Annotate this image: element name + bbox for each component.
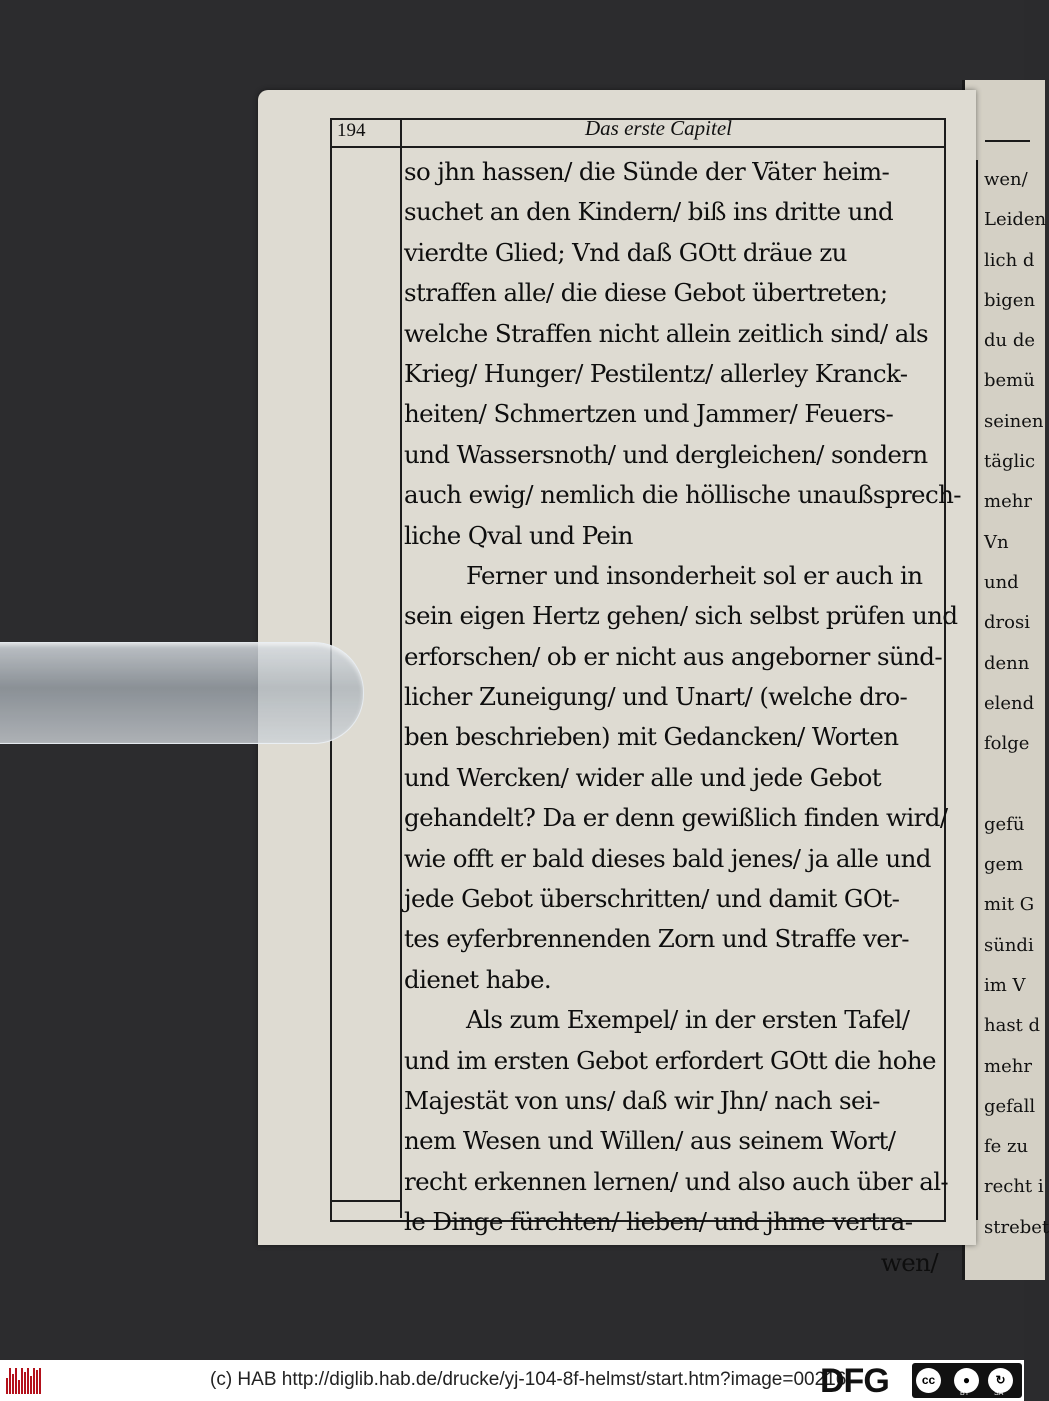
facing-page-fragment: gefall [984,1095,1036,1117]
sa-share-alike-icon: ↻ [988,1368,1013,1393]
facing-page-fragment: Vn [984,531,1009,553]
facing-page-frame [976,160,978,1220]
facing-page-fragment: recht i [984,1176,1044,1198]
copyright-link[interactable]: (c) HAB http://diglib.hab.de/drucke/yj-104-8f-helmst/start.htm?image=00216 [210,1369,847,1390]
text-line: und Wassersnoth/ und dergleichen/ sondern [404,439,928,469]
text-line: welche Straffen nicht allein zeitlich sind/ als [404,318,928,348]
dfg-logo-icon[interactable]: DFG [820,1362,889,1400]
facing-page-fragment: hast d [984,1015,1041,1037]
facing-page-fragment: im V [984,974,1026,996]
text-line: Majestät von uns/ daß wir Jhn/ nach sei- [404,1085,880,1115]
text-line: ben beschrieben) mit Gedancken/ Worten [404,722,899,752]
facing-page-fragment: mehr [984,491,1032,513]
page-text [404,152,961,1283]
facing-page-fragment: elend [984,692,1035,714]
text-line: Als zum Exempel/ in der ersten Tafel/ [466,1005,910,1035]
text-line: und Wercken/ wider alle und jede Gebot [404,762,882,792]
text-line: erforschen/ ob er nicht aus angeborner sünd- [404,641,943,671]
facing-page-fragment: denn [984,652,1030,674]
text-line: recht erkennen lernen/ und also auch über al- [404,1166,949,1196]
text-line: straffen alle/ die diese Gebot übertreten; [404,278,888,308]
facing-page-fragment: seinen [984,410,1044,432]
text-line: vierdte Glied; Vnd daß GOtt dräue zu [404,237,847,267]
facing-page-fragment: gefü [984,813,1025,835]
facing-page-fragment: bigen [984,289,1036,311]
facing-page-fragment: Leiden [984,209,1047,231]
text-line: jede Gebot überschritten/ und damit GOt- [404,884,900,914]
text-line: licher Zuneigung/ und Unart/ (welche dro- [404,682,908,712]
cc-license-badge-icon[interactable] [912,1363,1022,1398]
text-line: nem Wesen und Willen/ aus seinem Wort/ [404,1126,896,1156]
sa-label: SA [994,1390,1004,1397]
hab-logo-icon[interactable] [6,1368,42,1394]
facing-page-fragment: strebet [984,1216,1049,1238]
catchword: wen/ [880,1247,938,1277]
facing-page-fragment: drosi [984,612,1030,634]
text-line: wie offt er bald dieses bald jenes/ ja alle und [404,843,931,873]
footer-rule [330,1200,402,1202]
by-attribution-icon: ● [954,1368,979,1393]
facing-page-text [984,160,1049,1248]
facing-page-fragment: bemü [984,370,1035,392]
facing-page-fragment: mit G [984,894,1035,916]
facing-page-fragment: sündi [984,934,1034,956]
text-line: tes eyferbrennenden Zorn und Straffe ver- [404,924,909,954]
page-holder-ruler [0,642,364,744]
footer-bar [0,1360,1024,1401]
text-line: dienet habe. [404,964,552,994]
facing-page-fragment: lich d [984,249,1035,271]
header-rule [330,146,944,148]
text-line: so jhn hassen/ die Sünde der Väter heim- [404,157,890,186]
text-line: liche Qval und Pein [404,520,633,550]
facing-page-fragment [984,764,1026,804]
text-line: heiten/ Schmertzen und Jammer/ Feuers- [404,399,894,429]
cc-icon: cc [916,1368,941,1393]
facing-page-fragment: fe zu [984,1136,1029,1158]
facing-page-fragment: und [984,571,1019,593]
text-line: le Dinge fürchten/ lieben/ und jhme vertra- [404,1207,913,1237]
page-number: 194 [337,120,366,141]
by-label: BY [960,1390,970,1397]
running-head: Das erste Capitel [585,116,732,140]
text-line: gehandelt? Da er denn gewißlich finden wird/ [404,803,948,833]
text-line: sein eigen Hertz gehen/ sich selbst prüfen und [404,601,958,631]
text-line: Krieg/ Hunger/ Pestilentz/ allerley Kranck- [404,358,908,388]
text-line: Ferner und insonderheit sol er auch in [466,560,923,590]
text-line: suchet an den Kindern/ biß ins dritte und [404,197,894,227]
facing-page-fragment: du de [984,330,1036,352]
text-line: und im ersten Gebot erfordert GOtt die hohe [404,1045,936,1075]
facing-page-rule [985,140,1030,142]
facing-page-fragment: wen/ [984,169,1028,190]
facing-page-fragment: täglic [984,451,1036,473]
facing-page-fragment: gem [984,854,1024,876]
text-line: auch ewig/ nemlich die höllische unaußsprech- [404,480,961,510]
facing-page-fragment: mehr [984,1055,1032,1077]
facing-page-fragment: folge [984,733,1030,755]
margin-rule [400,118,402,1218]
